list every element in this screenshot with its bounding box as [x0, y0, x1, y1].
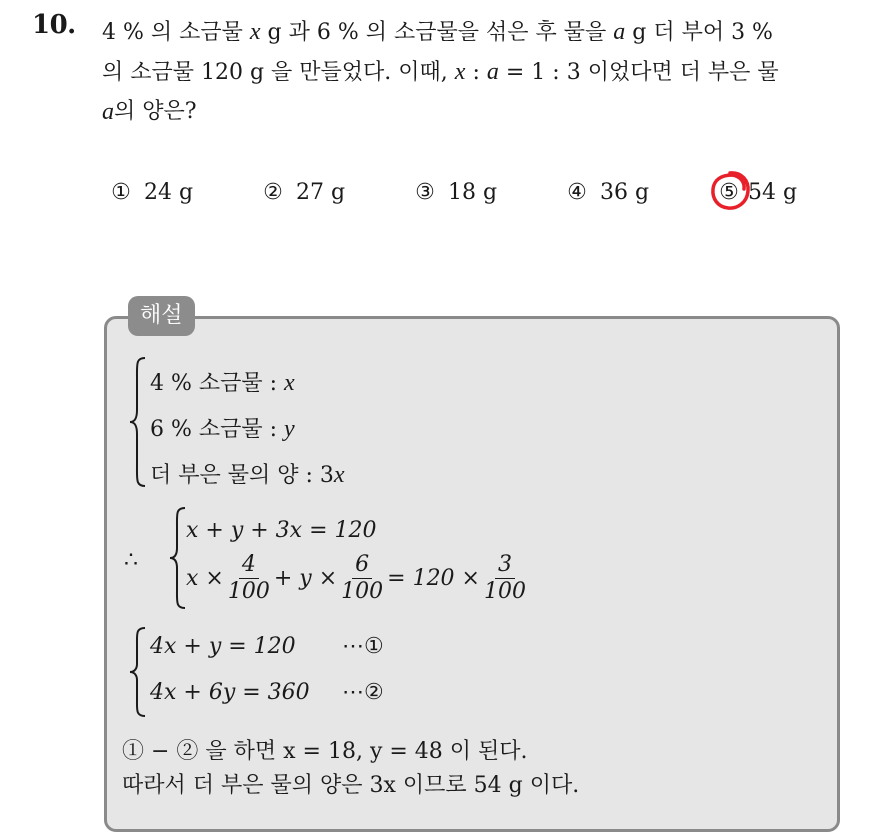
choice-4-marker: ④ — [567, 179, 587, 205]
choice-1[interactable]: ① 24 g — [111, 179, 194, 205]
q-text: 의 소금물 120 g 을 만들었다. 이때, x : a = 1 : 3 이었다면 더 부은 물 — [102, 59, 779, 85]
choice-1-marker: ① — [111, 179, 131, 205]
solution-tag: 해설 — [128, 296, 195, 336]
sys3-tag-2: ⋯② — [342, 680, 384, 705]
sys1-line-3: 더 부은 물의 양 : 3x — [150, 462, 345, 488]
left-brace-icon — [128, 626, 148, 718]
question-number: 10. — [32, 10, 76, 40]
therefore-symbol: ∴ — [124, 548, 138, 573]
fraction-3-100: $\frac{3}{100}$ — [484, 552, 526, 604]
eq2: x × $\frac{4}{100}$ + y × $\frac{6}{100}$ = 120 × $\frac{3}{100}$ — [186, 552, 526, 604]
choice-2[interactable]: ② 27 g — [263, 179, 346, 205]
eq1: x + y + 3x = 120 — [186, 518, 377, 543]
solution-line-a: ① − ② 을 하면 x = 18, y = 48 이 된다. — [122, 739, 528, 764]
choice-5-marker: ⑤ — [719, 180, 739, 205]
left-brace-icon — [128, 356, 148, 488]
choice-4[interactable]: ④ 36 g — [567, 179, 650, 205]
solution-line-b: 따라서 더 부은 물의 양은 3x 이므로 54 g 이다. — [122, 773, 580, 798]
left-brace-icon — [168, 506, 188, 610]
fraction-4-100: $\frac{4}{100}$ — [227, 552, 270, 604]
question-line-3: a 의 양은? — [102, 99, 197, 125]
sys3-eq-1: 4x + y = 120 — [150, 634, 296, 659]
fraction-6-100: $\frac{6}{100}$ — [341, 552, 384, 604]
sys1-line-1: 4 % 소금물 : x — [150, 370, 295, 396]
choice-3-marker: ③ — [415, 179, 435, 205]
choice-2-marker: ② — [263, 179, 283, 205]
sys1-line-2: 6 % 소금물 : y — [150, 416, 295, 442]
choice-3[interactable]: ③ 18 g — [415, 179, 498, 205]
sys3-tag-1: ⋯① — [342, 634, 384, 659]
sys3-eq-2: 4x + 6y = 360 — [150, 680, 310, 705]
q-text: 4 % 의 소금물 x g 과 6 % 의 소금물을 섞은 후 물을 a g 더 부어 3 % — [102, 19, 773, 45]
choice-5[interactable]: ⑤ 54 g — [718, 180, 797, 205]
